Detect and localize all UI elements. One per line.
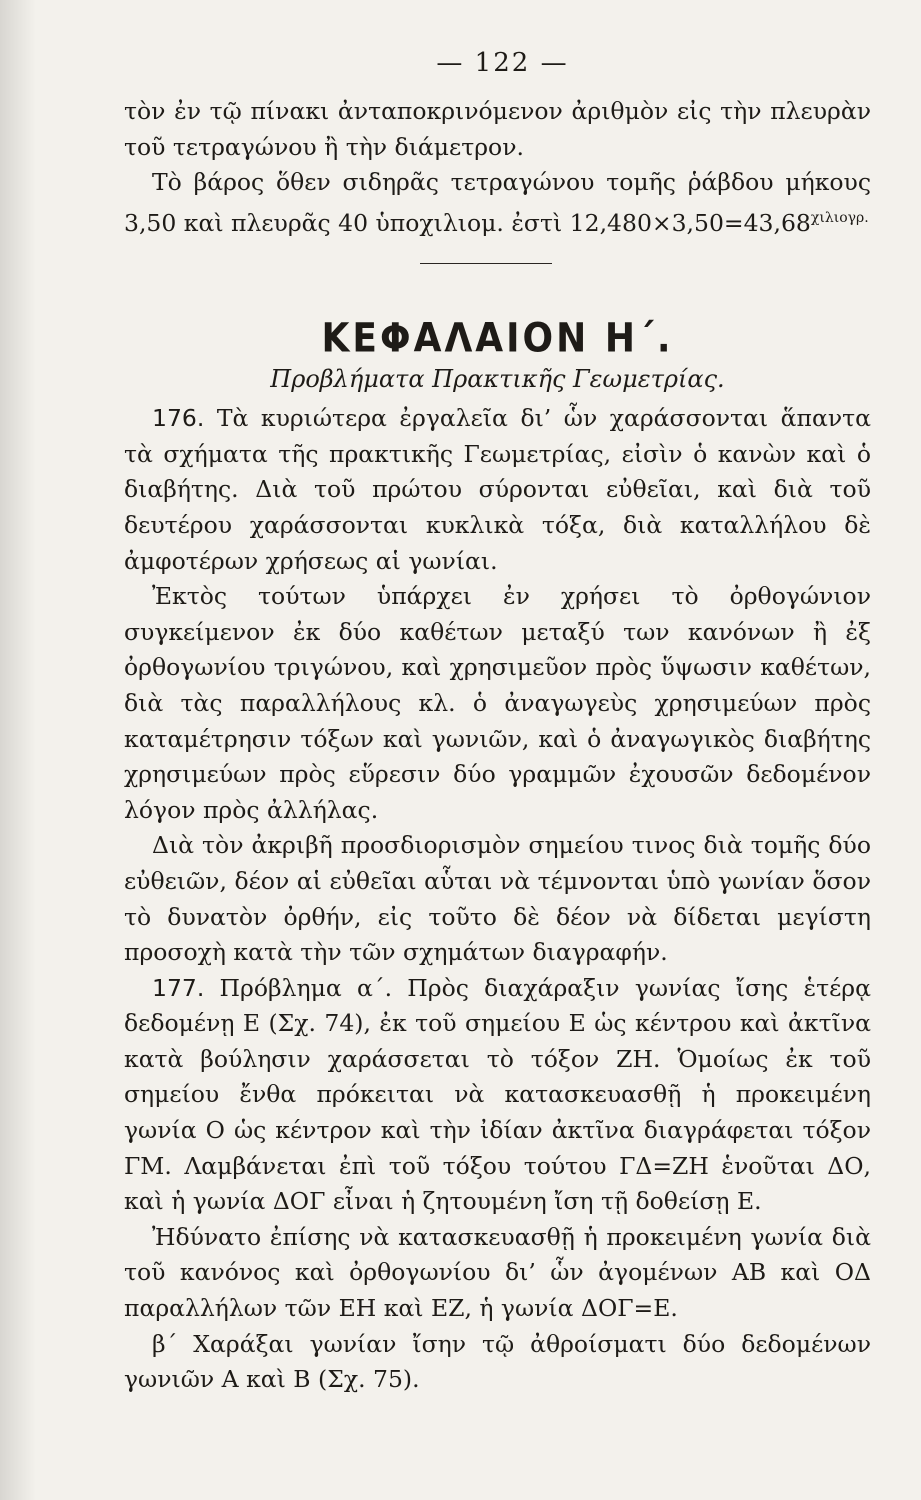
paragraph-intersection: Διὰ τὸν ἀκριβῆ προσδιορισμὸν σημείου τινος διὰ τομῆς δύο εὐθειῶν, δέον αἱ εὐθεῖαι αὗται νὰ τέμνονται ὑπὸ γωνίαν ὅσον τὸ δυνατὸν ὀρθήν, εἰς τοῦτο δὲ δέον νὰ δίδεται μεγίστη προσοχὴ κατὰ τὴν τῶν σχημάτων διαγραφήν.: [124, 831, 871, 967]
paragraph-alternative-construction: Ἠδύνατο ἐπίσης νὰ κατασκευασθῇ ἡ προκειμένη γωνία διὰ τοῦ κανόνος καὶ ὀρθογωνίου δι’ ὧν ἀγομένων ΑΒ καὶ ΟΔ παραλλήλων τῶν ΕΗ καὶ ΕΖ, ἡ γωνία ΔΟΓ=Ε.: [124, 1222, 871, 1323]
chapter-subtitle: Προβλήματα Πρακτικῆς Γεωμετρίας.: [270, 365, 725, 394]
section-text: Τὰ κυριώτερα ἐργαλεῖα δι’ ὧν χαράσσονται ἅπαντα τὰ σχήματα τῆς πρακτικῆς Γεωμετρίας, εἰσὶν ὁ κανὼν καὶ ὁ διαβήτης. Διὰ τοῦ πρώτου σύρονται εὐθεῖαι, καὶ διὰ τοῦ δευτέρου χαράσσονται κυκλικὰ τόξα, διὰ καταλλήλου δὲ ἀμφοτέρων χρήσεως αἱ γωνίαι.: [124, 404, 871, 575]
weight-example-text: Τὸ βάρος ὅθεν σιδηρᾶς τετραγώνου τομῆς ῥάβδου μήκους 3,50 καὶ πλευρᾶς 40 ὑποχιλιομ. ἐστὶ 12,480×3,50=43,68: [124, 168, 871, 237]
section-number: 176.: [152, 404, 205, 433]
weight-unit: χιλιογρ.: [810, 209, 869, 226]
section-176: [124, 401, 871, 579]
section-divider: [420, 263, 552, 264]
paragraph-instruments: Ἐκτὸς τούτων ὑπάρχει ἐν χρήσει τὸ ὀρθογώνιον συγκείμενον ἐκ δύο καθέτων μεταξύ των κανόνων ἢ ἐξ ὀρθογωνίου τριγώνου, καὶ χρησιμεῦον πρὸς ὕψωσιν καθέτων, διὰ τὰς παραλλήλους κλ. ὁ ἀναγωγεὺς χρησιμεύων πρὸς καταμέτρησιν τόξων καὶ γωνιῶν, καὶ ὁ ἀναγωγικὸς διαβήτης χρησιμεύων πρὸς εὕρεσιν δύο γραμμῶν ἐχουσῶν δεδομένον λόγον πρὸς ἀλλήλας.: [124, 582, 871, 824]
paragraph-weight-example: [124, 165, 871, 241]
paragraph-problem-beta: β΄ Χαράξαι γωνίαν ἴσην τῷ ἀθροίσματι δύο δεδομένων γωνιῶν Α καὶ Β (Σχ. 75).: [124, 1329, 871, 1394]
page-gutter-shadow: [0, 0, 36, 1500]
section-text: Πρόβλημα α΄. Πρὸς διαχάραξιν γωνίας ἴσης ἑτέρᾳ δεδομένῃ Ε (Σχ. 74), ἐκ τοῦ σημείου Ε ὡς κέντρου καὶ ἀκτῖνα κατὰ βούλησιν χαράσσεται τὸ τόξον ΖΗ. Ὁμοίως ἐκ τοῦ σημείου ἔνθα πρόκειται νὰ κατασκευασθῇ ἡ προκειμένη γωνία Ο ὡς κέντρον καὶ τὴν ἰδίαν ἀκτῖνα διαγράφεται τόξον ΓΜ. Λαμβάνεται ἐπὶ τοῦ τόξου τούτου ΓΔ=ΖΗ ἑνοῦται ΔΟ, καὶ ἡ γωνία ΔΟΓ εἶναι ἡ ζητουμένη ἴση τῇ δοθείσῃ Ε.: [124, 973, 871, 1216]
paragraph-table-lookup: τὸν ἐν τῷ πίνακι ἀνταποκρινόμενον ἀριθμὸν εἰς τὴν πλευρὰν τοῦ τετραγώνου ἢ τὴν διάμετρον.: [124, 97, 871, 161]
section-number: 177.: [152, 973, 205, 1002]
page-number: — 122 —: [436, 48, 569, 78]
section-177: [124, 971, 871, 1220]
chapter-title: ΚΕΦΑΛΑΙΟΝ Η΄.: [321, 315, 674, 362]
